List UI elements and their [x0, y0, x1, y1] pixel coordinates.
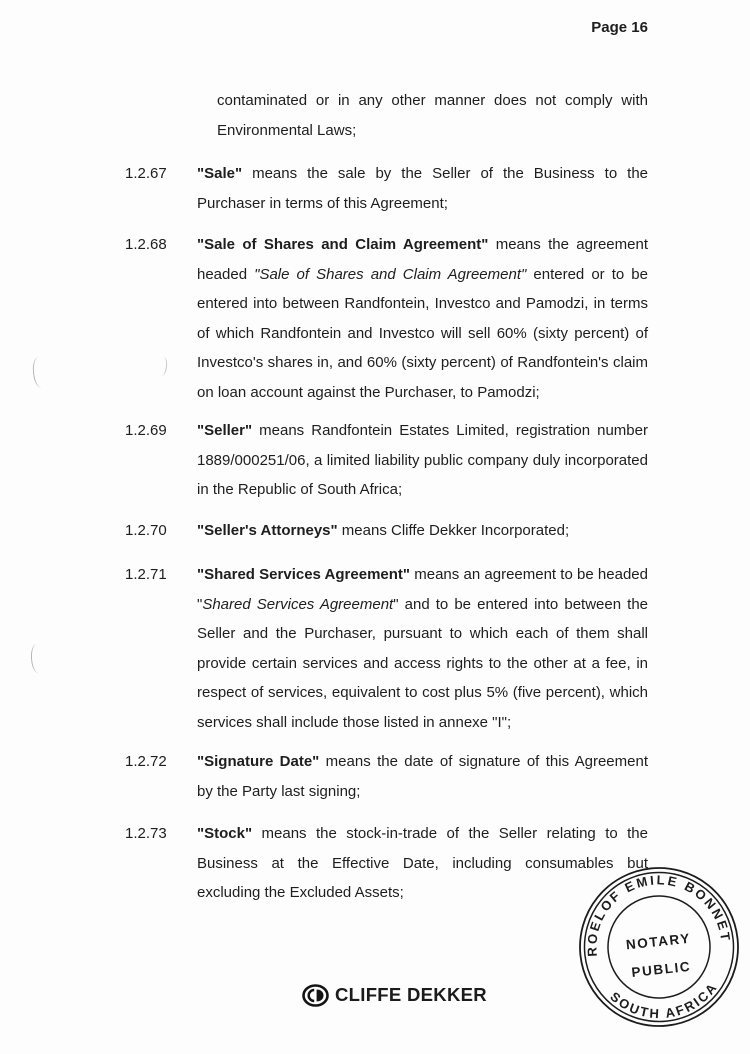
definition-number: 1.2.69: [125, 422, 167, 439]
definition-item: [125, 416, 648, 505]
definition-segment: " and to be entered into between the Seller and the Purchaser, pursuant to which each of them shall provide certain services and access rights to the other at a fee, in respect of services, equivalent to cost plus 5% (five percent), which services shall include those listed in annexe "I";: [197, 595, 649, 731]
definition-segment: "Sale of Shares and Claim Agreement": [197, 236, 496, 253]
definition-number: 1.2.71: [125, 566, 167, 583]
stamp-arc-top-text: ROELOF EMILE BONNET: [584, 872, 734, 957]
definition-segment: "Shared Services Agreement": [197, 566, 415, 583]
definition-number: 1.2.67: [125, 165, 167, 182]
definition-segment: means Cliffe Dekker Incorporated;: [341, 522, 570, 539]
definition-segment: means the agreement headed: [197, 236, 648, 283]
notary-stamp: [566, 854, 750, 1041]
scan-artifact: [31, 356, 48, 388]
definition-text: [197, 159, 648, 218]
scan-artifact: [30, 644, 45, 674]
definition-segment: entered or to be entered into between Randfontein, Investco and Pamodzi, in terms of which Randfontein and Investco will sell 60% (sixty percent) of Investco's shares in, and 60% (sixty percent) of Randfontein's claim on loan account against the Purchaser, to Pamodzi;: [197, 265, 648, 401]
definition-number: 1.2.72: [125, 753, 167, 770]
definition-segment: "Sale": [197, 165, 253, 182]
cliffe-dekker-logo: [302, 983, 487, 1007]
definition-segment: "Seller's Attorneys": [197, 522, 342, 539]
definition-segment: "Sale of Shares and Claim Agreement": [254, 265, 527, 283]
definition-segment: Shared Services Agreement: [202, 595, 394, 613]
definition-item: [125, 159, 648, 218]
definition-text: [197, 747, 648, 806]
stamp-center-line1: NOTARY: [625, 930, 692, 953]
logo-text: CLIFFE DEKKER: [335, 984, 487, 1005]
definition-segment: means an agreement to be headed ": [197, 566, 648, 613]
definition-segment: means Randfontein Estates Limited, registration number 1889/000251/06, a limited liability public company duly incorporated in the Republic of South Africa;: [197, 422, 648, 498]
cliffe-dekker-cd-icon: [302, 984, 329, 1007]
definition-item: [125, 747, 648, 806]
definition-item: [125, 560, 648, 737]
continuation-paragraph: contaminated or in any other manner does not comply with Environmental Laws;: [217, 92, 648, 139]
definition-item: [125, 516, 648, 546]
definition-item: [125, 230, 648, 407]
definition-segment: "Stock": [197, 825, 262, 842]
definition-segment: means the stock-in-trade of the Seller relating to the Business at the Effective Date, including consumables but excluding the Excluded Assets;: [197, 825, 648, 901]
definition-segment: means the date of signature of this Agreement by the Party last signing;: [197, 753, 648, 800]
stamp-arc-bottom-text: SOUTH AFRICA: [607, 979, 721, 1022]
definition-segment: "Signature Date": [197, 753, 326, 770]
definition-text: [197, 230, 648, 407]
definition-number: 1.2.70: [125, 522, 167, 539]
definition-segment: means the sale by the Seller of the Business to the Purchaser in terms of this Agreement;: [197, 165, 649, 212]
definition-text: [197, 516, 648, 546]
definition-segment: "Seller": [197, 422, 260, 439]
definition-number: 1.2.73: [125, 825, 167, 842]
definition-text: [197, 416, 648, 505]
page-number: Page 16: [591, 19, 648, 36]
definition-number: 1.2.68: [125, 236, 167, 253]
definition-text: [197, 560, 648, 737]
stamp-center-line2: PUBLIC: [630, 958, 692, 980]
